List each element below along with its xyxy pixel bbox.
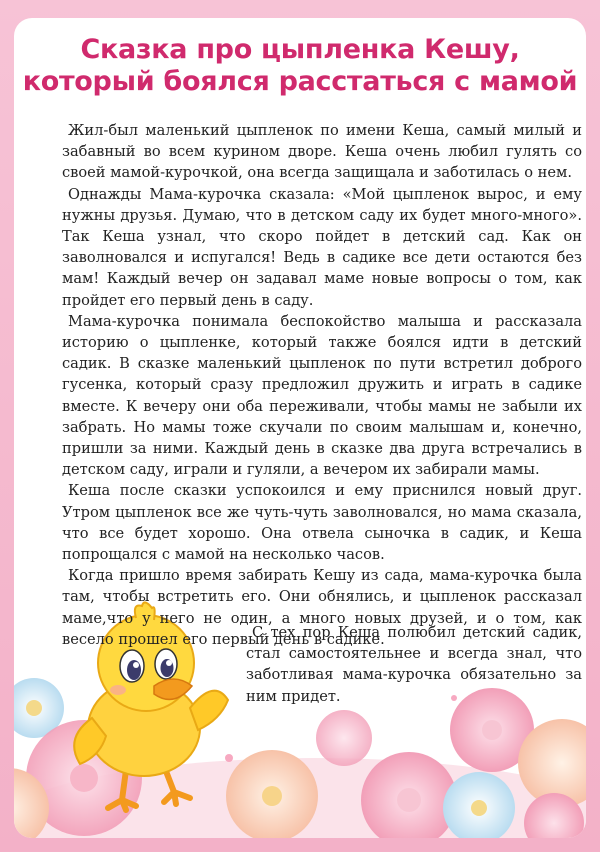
- story-text: [62, 120, 582, 650]
- page-title: [14, 34, 586, 98]
- chick-leg: [108, 770, 136, 810]
- paragraph: Кеша после сказки успокоился и ему приснился новый друг. Утром цыпленок все же чуть-чуть заволновался, но мама сказала, что все будет хорошо. Она отвела сыночка в садик, и Кеша попрощался с мамой на несколько часов.: [62, 482, 582, 564]
- title-line: который боялся расстаться с мамой: [22, 66, 578, 97]
- paragraph: Жил-был маленький цыпленок по имени Кеша, самый милый и забавный во всем курином дворе. Кеша очень любил гулять со своей мамой-курочкой, она всегда защищала и заботилась о нем.: [62, 122, 582, 182]
- paragraph: С тех пор Кеша полюбил детский садик, стал самостоятельнее и всегда знал, что заботливая мама-курочка обязательно за ним придет.: [246, 624, 582, 705]
- paragraph: Мама-курочка понимала беспокойство малыша и рассказала историю о цыпленке, который также боялся идти в детский садик. В сказке маленький цыпленок по пути встретил доброго гусенка, который сразу предложил дружить и играть в садике вместе. К вечеру они оба переживали, чтобы мамы не забыли их забрать. Но мамы тоже скучали по своим малышам и, конечно, пришли за ними. Каждый день в сказке два друга встречались в детском саду, играли и гуляли, а вечером их забирали мамы.: [62, 312, 582, 479]
- title-line: Сказка про цыпленка Кешу,: [80, 34, 520, 65]
- chick-wing: [190, 691, 228, 730]
- paragraph: Однажды Мама-курочка сказала: «Мой цыпленок вырос, и ему нужны друзья. Думаю, что в детском саду их будет много-много». Так Кеша узнал, что скоро пойдет в детский сад. Как он заволновался и испугался! Ведь в садике все дети остаются без мам! Каждый вечер он задавал маме новые вопросы о том, как пройдет его первый день в саду.: [62, 185, 582, 309]
- story-sheet: [14, 18, 586, 838]
- final-paragraph: [246, 622, 582, 707]
- paragraph: Когда пришло время забирать Кешу из сада, мама-курочка была там, чтобы встретить его. Они обнялись, и цыпленок рассказал маме,что у него не один, а много новых друзей, и о том, как весело прошел его первый день в садике.: [62, 567, 582, 648]
